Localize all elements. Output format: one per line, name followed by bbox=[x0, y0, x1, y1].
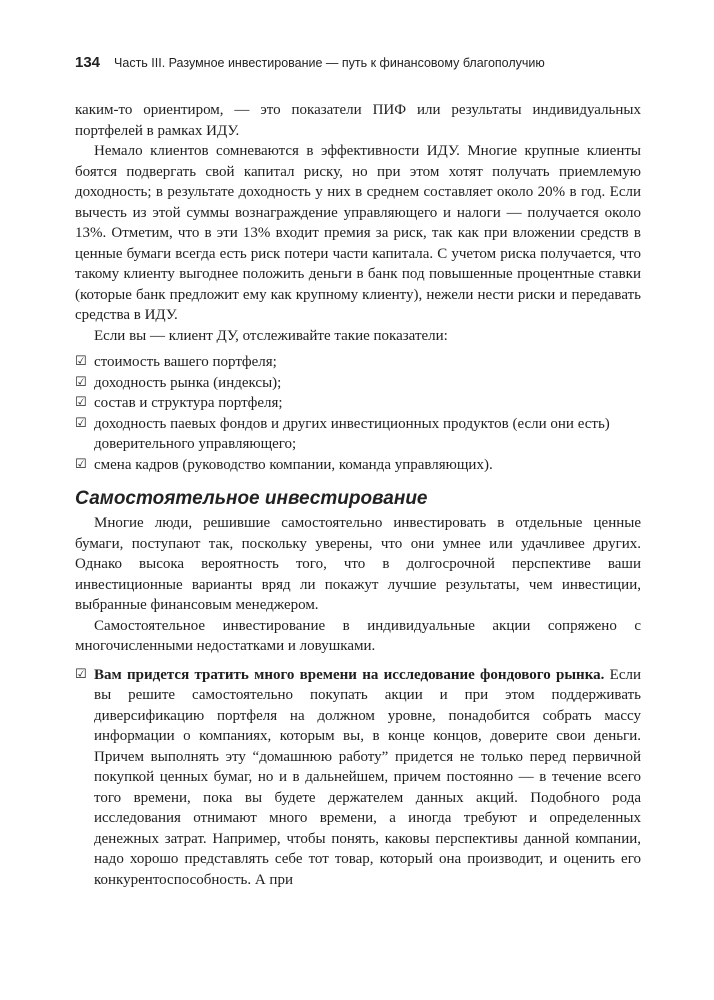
checkbox-icon: ☑ bbox=[75, 415, 87, 431]
detail-item-text: Если вы решите самостоятельно покупать акции и при этом поддерживать диверсификацию портфеля на должном уровне, понадобится собрать массу информации о компаниях, которым вы, в конце концов, доверите свои деньги. Причем выполнять эту “домашнюю работу” придется не только перед первичной покупкой ценных бумаг, но и в дальнейшем, причем постоянно — в течение всего того времени, пока вы будете держателем данных акций. Подобного рода исследования отнимают много времени, а иногда требуют и определенных денежных затрат. Например, чтобы понять, каковы перспективы данной компании, надо хорошо представлять себе тот товар, который она производит, и оценить его конкурентоспособность. А при bbox=[94, 666, 641, 888]
detail-item-title: Вам придется тратить много времени на исследование фондового рынка. bbox=[94, 666, 605, 683]
checklist-item: ☑ доходность рынка (индексы); bbox=[75, 373, 641, 394]
paragraph: Немало клиентов сомневаются в эффективности ИДУ. Многие крупные клиенты боятся подвергать свой капитал риску, но при этом хотят получать приемлемую доходность; в результате доходность у них в среднем составляет около 20% в год. Если вычесть из этой суммы вознаграждение управляющего и налоги — получается около 13%. Отметим, что в эти 13% входит премия за риск, так как при вложении средств в ценные бумаги всегда есть риск потери части капитала. С учетом риска получается, что такому клиенту выгоднее положить деньги в банк под повышенные процентные ставки (которые банк предложит ему как крупному клиенту), нежели нести риски и передавать средства в ИДУ. bbox=[75, 143, 641, 323]
checkbox-icon: ☑ bbox=[75, 354, 87, 369]
checklist-item: ☑ смена кадров (руководство компании, команда управляющих). bbox=[75, 455, 641, 476]
paragraph: Самостоятельное инвестирование в индивидуальные акции сопряжено с многочисленными недостатками и ловушками. bbox=[75, 617, 641, 654]
checkbox-icon: ☑ bbox=[75, 456, 87, 472]
checkbox-icon: ☑ bbox=[75, 395, 87, 410]
running-header bbox=[75, 54, 645, 71]
paragraph: каким-то ориентиром, — это показатели ПИФ или результаты индивидуальных портфелей в рамках ИДУ. bbox=[75, 102, 641, 139]
checklist-item: ☑ состав и структура портфеля; bbox=[75, 393, 641, 414]
paragraph: Если вы — клиент ДУ, отслеживайте такие показатели: bbox=[94, 327, 448, 344]
checklist-item: ☑ доходность паевых фондов и других инвестиционных продуктов (если они есть) доверительного управляющего; bbox=[75, 415, 610, 452]
page-body bbox=[75, 100, 641, 890]
checklist-item: ☑ стоимость вашего портфеля; bbox=[75, 352, 641, 373]
detail-item bbox=[75, 665, 641, 891]
checklist bbox=[75, 352, 641, 475]
page-number: 134 bbox=[75, 54, 101, 71]
paragraph: Многие люди, решившие самостоятельно инвестировать в отдельные ценные бумаги, поступают так, поскольку уверены, что они умнее или удачливее других. Однако высока вероятность того, что в долгосрочной перспективе ваши инвестиционные варианты вряд ли покажут лучшие результаты, чем инвестиции, выбранные финансовым менеджером. bbox=[75, 515, 641, 613]
checkbox-icon: ☑ bbox=[75, 666, 87, 682]
section-heading: Самостоятельное инвестирование bbox=[75, 488, 428, 509]
running-title: Часть III. Разумное инвестирование — путь к финансовому благополучию bbox=[114, 56, 545, 70]
checkbox-icon: ☑ bbox=[75, 374, 87, 390]
